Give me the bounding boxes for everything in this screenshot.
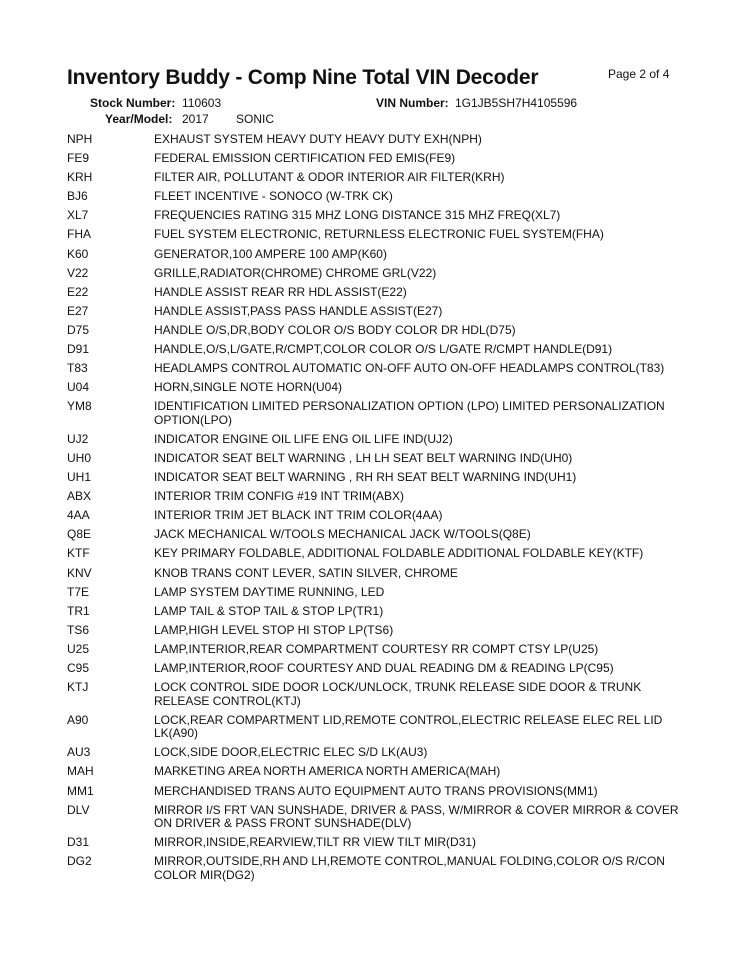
option-description: LAMP SYSTEM DAYTIME RUNNING, LED — [154, 584, 385, 599]
option-code: T7E — [67, 584, 90, 599]
option-code: YM8 — [67, 399, 92, 414]
option-code: UH1 — [67, 470, 92, 485]
option-row — [67, 624, 682, 638]
option-code: Q8E — [67, 527, 92, 542]
option-code: T83 — [67, 361, 88, 376]
option-description: GENERATOR,100 AMPERE 100 AMP(K60) — [154, 246, 387, 261]
option-row — [67, 381, 682, 395]
model-value: SONIC — [236, 112, 275, 126]
option-code-list — [67, 133, 682, 888]
option-row — [67, 362, 682, 376]
option-description: FEDERAL EMISSION CERTIFICATION FED EMIS(FE9) — [154, 151, 456, 166]
option-row — [67, 171, 682, 185]
option-row — [67, 836, 682, 850]
option-row — [67, 133, 682, 147]
option-description: FLEET INCENTIVE - SONOCO (W-TRK CK) — [154, 189, 393, 204]
option-code: U25 — [67, 641, 90, 656]
option-code: TR1 — [67, 603, 90, 618]
option-code: 4AA — [67, 508, 90, 523]
option-code: D75 — [67, 322, 90, 337]
stock-number-label: Stock Number: — [90, 96, 176, 110]
option-row — [67, 681, 682, 708]
option-row — [67, 509, 682, 523]
option-row — [67, 324, 682, 338]
option-description: MARKETING AREA NORTH AMERICA NORTH AMERICA(MAH) — [154, 764, 501, 779]
option-description: KEY PRIMARY FOLDABLE, ADDITIONAL FOLDABLE ADDITIONAL FOLDABLE KEY(KTF) — [154, 546, 644, 561]
year-model-label: Year/Model: — [105, 112, 173, 126]
option-code: FE9 — [67, 151, 90, 166]
option-description: LOCK,REAR COMPARTMENT LID,REMOTE CONTROL,ELECTRIC RELEASE ELEC REL LID LK(A90) — [154, 712, 663, 741]
option-code: KTF — [67, 546, 90, 561]
option-row — [67, 190, 682, 204]
option-description: MERCHANDISED TRANS AUTO EQUIPMENT AUTO TRANS PROVISIONS(MM1) — [154, 783, 598, 798]
option-description: LAMP,HIGH LEVEL STOP HI STOP LP(TS6) — [154, 622, 394, 637]
option-description: HORN,SINGLE NOTE HORN(U04) — [154, 380, 343, 395]
option-description: LOCK CONTROL SIDE DOOR LOCK/UNLOCK, TRUNK RELEASE SIDE DOOR & TRUNK RELEASE CONTROL(KTJ) — [154, 680, 642, 708]
vin-number-label: VIN Number: — [376, 96, 449, 110]
option-code: A90 — [67, 712, 89, 727]
option-description: KNOB TRANS CONT LEVER, SATIN SILVER, CHROME — [154, 565, 458, 580]
option-row — [67, 547, 682, 561]
option-row — [67, 643, 682, 657]
option-row — [67, 567, 682, 581]
option-description: HANDLE,O/S,L/GATE,R/CMPT,COLOR COLOR O/S L/GATE R/CMPT HANDLE(D91) — [154, 342, 613, 357]
option-row — [67, 248, 682, 262]
option-row — [67, 152, 682, 166]
option-code: D31 — [67, 835, 90, 850]
option-code: ABX — [67, 489, 92, 504]
option-code: AU3 — [67, 745, 91, 760]
option-row — [67, 662, 682, 676]
option-row — [67, 586, 682, 600]
option-code: MM1 — [67, 783, 94, 798]
option-row — [67, 228, 682, 242]
page-title: Inventory Buddy - Comp Nine Total VIN Decoder — [67, 66, 539, 89]
option-code: FHA — [67, 227, 91, 242]
page-number: Page 2 of 4 — [608, 67, 670, 81]
option-description: INDICATOR SEAT BELT WARNING , RH RH SEAT BELT WARNING IND(UH1) — [154, 470, 577, 485]
option-description: MIRROR I/S FRT VAN SUNSHADE, DRIVER & PASS, W/MIRROR & COVER MIRROR & COVER ON DRIVER & PASS FRONT SUNSHADE(DLV) — [154, 802, 679, 831]
option-row — [67, 714, 682, 741]
option-row — [67, 490, 682, 504]
option-description: LAMP,INTERIOR,REAR COMPARTMENT COURTESY RR COMPT CTSY LP(U25) — [154, 641, 599, 656]
option-row — [67, 400, 682, 427]
option-row — [67, 343, 682, 357]
option-code: BJ6 — [67, 189, 88, 204]
stock-number-value: 110603 — [182, 96, 222, 110]
option-code: D91 — [67, 342, 90, 357]
option-row — [67, 305, 682, 319]
option-description: MIRROR,OUTSIDE,RH AND LH,REMOTE CONTROL,MANUAL FOLDING,COLOR O/S R/CON COLOR MIR(DG2) — [154, 854, 665, 882]
option-description: FREQUENCIES RATING 315 MHZ LONG DISTANCE 315 MHZ FREQ(XL7) — [154, 208, 561, 223]
option-code: K60 — [67, 246, 89, 261]
option-description: JACK MECHANICAL W/TOOLS MECHANICAL JACK W/TOOLS(Q8E) — [154, 527, 531, 542]
option-row — [67, 785, 682, 799]
option-description: GRILLE,RADIATOR(CHROME) CHROME GRL(V22) — [154, 265, 437, 280]
option-row — [67, 452, 682, 466]
option-description: LOCK,SIDE DOOR,ELECTRIC ELEC S/D LK(AU3) — [154, 745, 428, 760]
option-description: MIRROR,INSIDE,REARVIEW,TILT RR VIEW TILT MIR(D31) — [154, 835, 477, 850]
option-row — [67, 433, 682, 447]
option-description: HANDLE O/S,DR,BODY COLOR O/S BODY COLOR DR HDL(D75) — [154, 322, 516, 337]
option-code: DG2 — [67, 854, 92, 869]
option-description: EXHAUST SYSTEM HEAVY DUTY HEAVY DUTY EXH(NPH) — [154, 132, 482, 146]
option-description: HEADLAMPS CONTROL AUTOMATIC ON-OFF AUTO ON-OFF HEADLAMPS CONTROL(T83) — [154, 361, 665, 376]
option-description: HANDLE ASSIST,PASS PASS HANDLE ASSIST(E27) — [154, 303, 443, 318]
option-description: INTERIOR TRIM CONFIG #19 INT TRIM(ABX) — [154, 489, 405, 504]
option-description: INTERIOR TRIM JET BLACK INT TRIM COLOR(4AA) — [154, 508, 443, 523]
option-code: KRH — [67, 170, 93, 185]
option-row — [67, 804, 682, 831]
option-row — [67, 746, 682, 760]
option-code: E22 — [67, 284, 89, 299]
option-code: UH0 — [67, 451, 92, 465]
option-row — [67, 471, 682, 485]
option-row — [67, 855, 682, 882]
option-code: C95 — [67, 661, 90, 676]
option-description: INDICATOR SEAT BELT WARNING , LH LH SEAT BELT WARNING IND(UH0) — [154, 451, 573, 465]
option-code: KNV — [67, 565, 92, 580]
option-code: NPH — [67, 132, 93, 146]
option-code: MAH — [67, 764, 94, 779]
option-code: DLV — [67, 802, 90, 817]
year-value: 2017 — [182, 112, 209, 126]
option-description: HANDLE ASSIST REAR RR HDL ASSIST(E22) — [154, 284, 407, 299]
option-row — [67, 765, 682, 779]
option-code: U04 — [67, 380, 90, 395]
option-description: LAMP TAIL & STOP TAIL & STOP LP(TR1) — [154, 603, 384, 618]
option-description: FILTER AIR, POLLUTANT & ODOR INTERIOR AIR FILTER(KRH) — [154, 170, 505, 185]
vin-number-value: 1G1JB5SH7H4105596 — [455, 96, 578, 110]
option-description: INDICATOR ENGINE OIL LIFE ENG OIL LIFE IND(UJ2) — [154, 431, 453, 446]
option-code: XL7 — [67, 208, 89, 223]
option-code: KTJ — [67, 680, 89, 695]
option-code: UJ2 — [67, 431, 89, 446]
option-row — [67, 286, 682, 300]
option-code: V22 — [67, 265, 89, 280]
option-description: IDENTIFICATION LIMITED PERSONALIZATION OPTION (LPO) LIMITED PERSONALIZATION OPTION(LPO) — [154, 399, 665, 427]
option-row — [67, 209, 682, 223]
option-row — [67, 605, 682, 619]
option-description: FUEL SYSTEM ELECTRONIC, RETURNLESS ELECTRONIC FUEL SYSTEM(FHA) — [154, 227, 604, 242]
option-description: LAMP,INTERIOR,ROOF COURTESY AND DUAL READING DM & READING LP(C95) — [154, 661, 614, 676]
option-code: E27 — [67, 303, 89, 318]
option-code: TS6 — [67, 622, 90, 637]
option-row — [67, 528, 682, 542]
option-row — [67, 267, 682, 281]
